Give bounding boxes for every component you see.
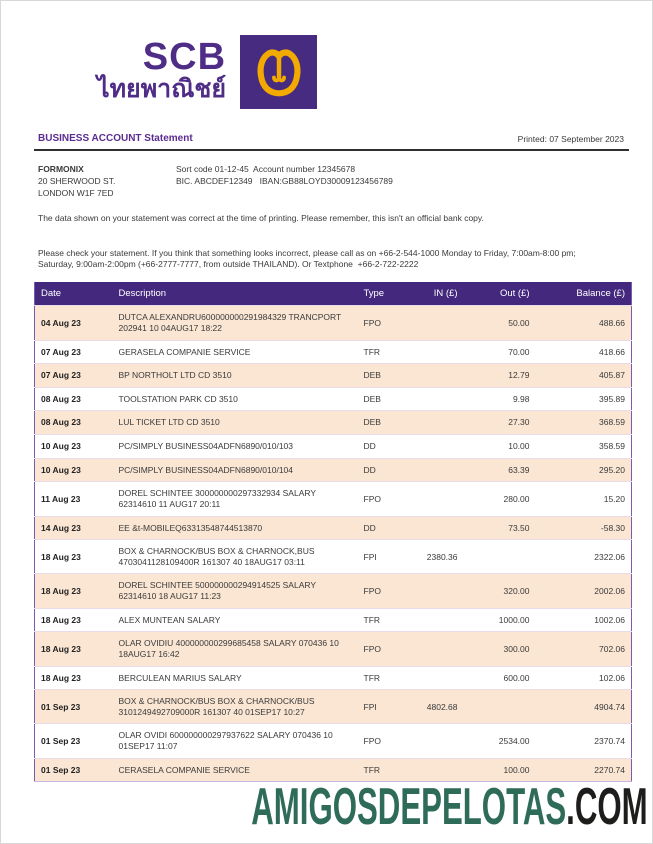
table-row: [35, 724, 632, 758]
transaction-out: 280.00: [464, 482, 536, 516]
transaction-type: FPO: [360, 574, 422, 608]
table-row: [35, 411, 632, 435]
transaction-balance: 102.06: [536, 666, 632, 690]
transaction-type: FPO: [360, 482, 422, 516]
transaction-description: LUL TICKET LTD CD 3510: [115, 411, 360, 435]
page-title: BUSINESS ACCOUNT Statement: [38, 133, 193, 144]
header-divider: [34, 149, 629, 151]
transaction-description: DUTCA ALEXANDRU600000000291984329 TRANCPORT 202941 10 04AUG17 18:22: [115, 306, 360, 340]
transaction-description: GERASELA COMPANIE SERVICE: [115, 340, 360, 364]
transaction-description: ALEX MUNTEAN SALARY: [115, 608, 360, 632]
transaction-balance: 1002.06: [536, 608, 632, 632]
transaction-type: DD: [360, 435, 422, 459]
transaction-date: 18 Aug 23: [35, 540, 115, 574]
column-header-in: IN (£): [422, 282, 464, 306]
transaction-type: FPO: [360, 724, 422, 758]
transaction-out: 9.98: [464, 387, 536, 411]
transaction-date: 18 Aug 23: [35, 574, 115, 608]
transaction-description: TOOLSTATION PARK CD 3510: [115, 387, 360, 411]
table-body: [35, 306, 632, 782]
transaction-in: [422, 435, 464, 459]
transaction-date: 01 Sep 23: [35, 690, 115, 724]
transaction-balance: 418.66: [536, 340, 632, 364]
table-row: [35, 387, 632, 411]
transaction-in: [422, 574, 464, 608]
account-info: [38, 164, 624, 200]
address-line-2: LONDON W1F 7ED: [38, 187, 114, 198]
transaction-in: [422, 306, 464, 340]
transaction-type: DEB: [360, 411, 422, 435]
sort-code-account-number: Sort code 01-12-45 Account number 12345678: [176, 164, 356, 174]
transaction-out: 600.00: [464, 666, 536, 690]
transaction-in: 4802.68: [422, 690, 464, 724]
transaction-out: 100.00: [464, 758, 536, 782]
table-row: [35, 458, 632, 482]
transaction-type: DD: [360, 458, 422, 482]
scb-leaf-logo-icon: [240, 35, 317, 109]
transaction-type: DEB: [360, 387, 422, 411]
transaction-description: OLAR OVIDI 600000000297937622 SALARY 070436 10 01SEP17 11:07: [115, 724, 360, 758]
column-header-description: Description: [115, 282, 360, 306]
transaction-out: 2534.00: [464, 724, 536, 758]
transaction-balance: 4904.74: [536, 690, 632, 724]
transaction-description: BP NORTHOLT LTD CD 3510: [115, 364, 360, 388]
table-row: [35, 482, 632, 516]
watermark: [251, 778, 648, 836]
transaction-balance: 295.20: [536, 458, 632, 482]
address-line-1: 20 SHERWOOD ST.: [38, 175, 116, 186]
transaction-description: BOX & CHARNOCK/BUS BOX & CHARNOCK/BUS 3101249492709000R 161307 40 01SEP17 10:27: [115, 690, 360, 724]
transaction-balance: 395.89: [536, 387, 632, 411]
table-row: [35, 540, 632, 574]
transaction-in: [422, 482, 464, 516]
printed-date: Printed: 07 September 2023: [517, 134, 624, 144]
transaction-type: DD: [360, 516, 422, 540]
column-header-balance: Balance (£): [536, 282, 632, 306]
table-row: [35, 340, 632, 364]
table-row: [35, 364, 632, 388]
transaction-type: FPO: [360, 306, 422, 340]
transaction-description: PC/SIMPLY BUSINESS04ADFN6890/010/103: [115, 435, 360, 459]
transaction-type: TFR: [360, 758, 422, 782]
transaction-type: TFR: [360, 608, 422, 632]
transaction-date: 08 Aug 23: [35, 411, 115, 435]
scb-wordmark: SCB: [142, 36, 227, 78]
transaction-date: 11 Aug 23: [35, 482, 115, 516]
transaction-out: 10.00: [464, 435, 536, 459]
table-row: [35, 666, 632, 690]
account-holder-address: [38, 164, 176, 200]
transaction-balance: 15.20: [536, 482, 632, 516]
transaction-description: DOREL SCHINTEE 500000000294914525 SALARY 62314610 18 AUG17 11:23: [115, 574, 360, 608]
transaction-in: [422, 458, 464, 482]
transaction-balance: -58.30: [536, 516, 632, 540]
table-row: [35, 690, 632, 724]
transaction-description: OLAR OVIDIU 400000000299685458 SALARY 070436 10 18AUG17 16:42: [115, 632, 360, 666]
table-row: [35, 306, 632, 340]
watermark-suffix-text: .COM: [566, 778, 648, 836]
transaction-out: 12.79: [464, 364, 536, 388]
transaction-balance: 2370.74: [536, 724, 632, 758]
transaction-balance: 2270.74: [536, 758, 632, 782]
transaction-in: [422, 364, 464, 388]
transaction-date: 14 Aug 23: [35, 516, 115, 540]
table-row: [35, 435, 632, 459]
watermark-main-text: AMIGOSDEPELOTAS: [251, 778, 567, 836]
scb-thai-wordmark: ไทยพาณิชย์: [97, 75, 227, 104]
transaction-date: 04 Aug 23: [35, 306, 115, 340]
transaction-in: [422, 666, 464, 690]
table-row: [35, 516, 632, 540]
transaction-in: 2380.36: [422, 540, 464, 574]
transaction-balance: 368.59: [536, 411, 632, 435]
scb-logo: [97, 35, 652, 109]
transaction-balance: 2322.06: [536, 540, 632, 574]
transaction-in: [422, 724, 464, 758]
transaction-balance: 405.87: [536, 364, 632, 388]
account-numbers: [176, 164, 393, 200]
transaction-out: 50.00: [464, 306, 536, 340]
transaction-out: 27.30: [464, 411, 536, 435]
transaction-balance: 702.06: [536, 632, 632, 666]
transaction-date: 18 Aug 23: [35, 666, 115, 690]
transaction-in: [422, 516, 464, 540]
transaction-type: FPI: [360, 540, 422, 574]
transaction-in: [422, 632, 464, 666]
transaction-date: 01 Sep 23: [35, 724, 115, 758]
transaction-in: [422, 608, 464, 632]
transaction-in: [422, 411, 464, 435]
transactions-table: [34, 282, 632, 782]
transaction-balance: 2002.06: [536, 574, 632, 608]
transaction-out: 1000.00: [464, 608, 536, 632]
transaction-out: 73.50: [464, 516, 536, 540]
transaction-date: 07 Aug 23: [35, 364, 115, 388]
transaction-type: DEB: [360, 364, 422, 388]
transaction-out: 300.00: [464, 632, 536, 666]
transaction-balance: 488.66: [536, 306, 632, 340]
transaction-description: DOREL SCHINTEE 300000000297332934 SALARY 62314610 11 AUG17 20:11: [115, 482, 360, 516]
bic-iban: BIC. ABCDEF12349 IBAN:GB88LOYD30009123456789: [176, 175, 393, 186]
transaction-type: FPI: [360, 690, 422, 724]
transaction-date: 01 Sep 23: [35, 758, 115, 782]
transaction-description: EE &t-MOBILEQ63313548744513870: [115, 516, 360, 540]
transaction-out: 320.00: [464, 574, 536, 608]
account-holder-name: FORMONIX: [38, 164, 84, 174]
transaction-type: TFR: [360, 666, 422, 690]
transaction-date: 18 Aug 23: [35, 608, 115, 632]
column-header-type: Type: [360, 282, 422, 306]
column-header-date: Date: [35, 282, 115, 306]
column-header-out: Out (£): [464, 282, 536, 306]
transaction-description: PC/SIMPLY BUSINESS04ADFN6890/010/104: [115, 458, 360, 482]
transaction-in: [422, 340, 464, 364]
transaction-date: 08 Aug 23: [35, 387, 115, 411]
transaction-date: 18 Aug 23: [35, 632, 115, 666]
table-header: [35, 282, 632, 306]
table-row: [35, 632, 632, 666]
table-row: [35, 608, 632, 632]
transaction-description: BERCULEAN MARIUS SALARY: [115, 666, 360, 690]
transaction-out: 70.00: [464, 340, 536, 364]
check-statement-notice: Please check your statement. If you think that something looks incorrect, please call as on +66-2-544-1000 Monday to Friday, 7:00am-8:00 pm; Saturday, 9:00am-2:00pm (+66-2777-7777, from outside THAILAND). Or Textphone +66-2-722-2222: [38, 247, 579, 270]
table-row: [35, 574, 632, 608]
transaction-date: 07 Aug 23: [35, 340, 115, 364]
transaction-out: [464, 690, 536, 724]
transaction-in: [422, 387, 464, 411]
transaction-description: CERASELA COMPANIE SERVICE: [115, 758, 360, 782]
transaction-date: 10 Aug 23: [35, 458, 115, 482]
transaction-out: [464, 540, 536, 574]
transaction-out: 63.39: [464, 458, 536, 482]
transaction-type: FPO: [360, 632, 422, 666]
transaction-type: TFR: [360, 340, 422, 364]
transaction-balance: 358.59: [536, 435, 632, 459]
transaction-date: 10 Aug 23: [35, 435, 115, 459]
scb-logo-text: [97, 36, 227, 104]
data-correct-notice: The data shown on your statement was correct at the time of printing. Please remember, this isn't an official bank copy.: [38, 212, 484, 223]
transaction-description: BOX & CHARNOCK/BUS BOX & CHARNOCK,BUS 4703041128109400R 161307 40 18AUG17 03:11: [115, 540, 360, 574]
statement-header: [38, 133, 624, 144]
